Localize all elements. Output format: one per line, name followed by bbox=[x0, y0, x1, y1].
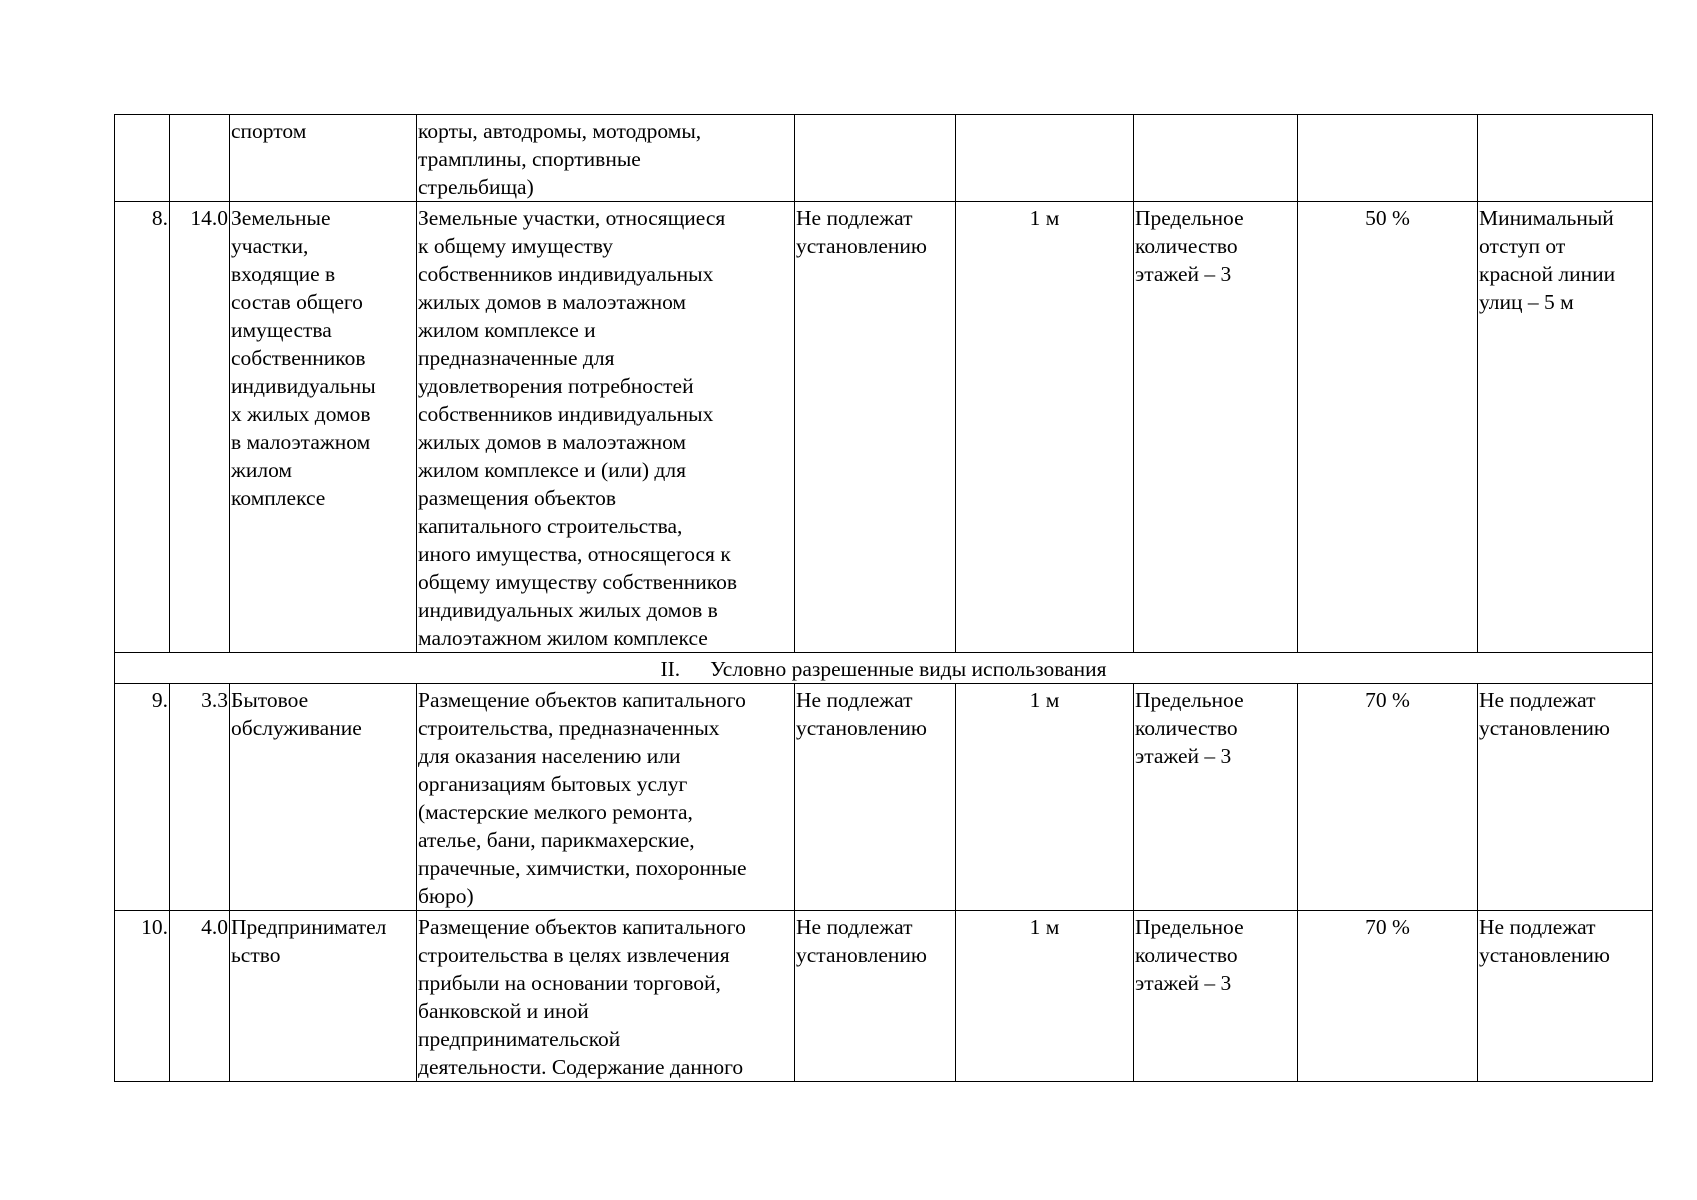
use-description: Размещение объектов капитального строительства в целях извлечения прибыли на основании торговой, банковской и иной предпринимательской деятельности. Содержание данного bbox=[417, 911, 795, 1082]
row-number: 10. bbox=[115, 911, 170, 1082]
max-coverage: 70 % bbox=[1298, 684, 1478, 911]
max-floors: Предельное количество этажей – 3 bbox=[1134, 911, 1298, 1082]
row-code: 4.0 bbox=[170, 911, 230, 1082]
land-use-table bbox=[114, 114, 1653, 1082]
other-params: Не подлежат установлению bbox=[1478, 911, 1653, 1082]
table-row bbox=[115, 684, 1653, 911]
max-floors bbox=[1134, 115, 1298, 202]
max-coverage: 50 % bbox=[1298, 202, 1478, 653]
use-name: Бытовое обслуживание bbox=[230, 684, 417, 911]
row-number bbox=[115, 115, 170, 202]
other-params: Минимальный отступ от красной линии улиц – 5 м bbox=[1478, 202, 1653, 653]
use-description: Земельные участки, относящиеся к общему имуществу собственников индивидуальных жилых домов в малоэтажном жилом комплексе и предназначенные для удовлетворения потребностей собственников индивидуальных жилых домов в малоэтажном жилом комплексе и (или) для размещения объектов капитального строительства, иного имущества, относящегося к общему имуществу собственников индивидуальных жилых домов в малоэтажном жилом комплексе bbox=[417, 202, 795, 653]
section-header-row bbox=[115, 653, 1653, 684]
plot-size-limit: Не подлежат установлению bbox=[795, 202, 956, 653]
row-number: 8. bbox=[115, 202, 170, 653]
row-code: 14.0 bbox=[170, 202, 230, 653]
table-row bbox=[115, 202, 1653, 653]
other-params bbox=[1478, 115, 1653, 202]
use-name: спортом bbox=[230, 115, 417, 202]
use-description: корты, автодромы, мотодромы, трамплины, спортивные стрельбища) bbox=[417, 115, 795, 202]
min-setback bbox=[956, 115, 1134, 202]
section-header bbox=[115, 653, 1653, 684]
min-setback: 1 м bbox=[956, 911, 1134, 1082]
min-setback: 1 м bbox=[956, 684, 1134, 911]
table-row bbox=[115, 911, 1653, 1082]
use-name: Предпринимател ьство bbox=[230, 911, 417, 1082]
min-setback: 1 м bbox=[956, 202, 1134, 653]
use-description: Размещение объектов капитального строительства, предназначенных для оказания населению или организациям бытовых услуг (мастерские мелкого ремонта, ателье, бани, парикмахерские, прачечные, химчистки, похоронные бюро) bbox=[417, 684, 795, 911]
row-number: 9. bbox=[115, 684, 170, 911]
section-number: II. bbox=[660, 657, 681, 681]
table-row bbox=[115, 115, 1653, 202]
plot-size-limit: Не подлежат установлению bbox=[795, 911, 956, 1082]
row-code: 3.3 bbox=[170, 684, 230, 911]
row-code bbox=[170, 115, 230, 202]
max-floors: Предельное количество этажей – 3 bbox=[1134, 684, 1298, 911]
section-title: Условно разрешенные виды использования bbox=[710, 657, 1107, 681]
plot-size-limit: Не подлежат установлению bbox=[795, 684, 956, 911]
max-coverage: 70 % bbox=[1298, 911, 1478, 1082]
plot-size-limit bbox=[795, 115, 956, 202]
max-floors: Предельное количество этажей – 3 bbox=[1134, 202, 1298, 653]
use-name: Земельные участки, входящие в состав общего имущества собственников индивидуальны х жилых домов в малоэтажном жилом комплексе bbox=[230, 202, 417, 653]
other-params: Не подлежат установлению bbox=[1478, 684, 1653, 911]
max-coverage bbox=[1298, 115, 1478, 202]
